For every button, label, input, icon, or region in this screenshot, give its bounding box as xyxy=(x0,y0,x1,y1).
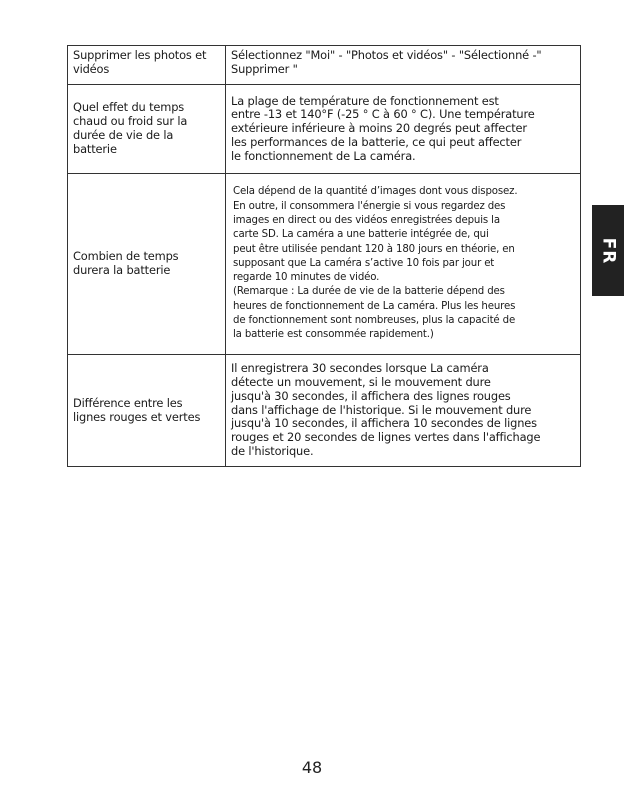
faq-question-cell xyxy=(68,46,226,85)
question-line: Différence entre les xyxy=(73,395,183,410)
language-tab-label: FR xyxy=(597,237,618,264)
answer-line: Il enregistrera 30 secondes lorsque La caméra xyxy=(231,361,489,376)
faq-answer-cell xyxy=(226,174,581,355)
answer-line: les performances de la batterie, ce qui peut affecter xyxy=(231,134,522,149)
answer-line: heures de fonctionnement de La caméra. Plus les heures xyxy=(233,300,516,312)
faq-answer-cell xyxy=(226,355,581,467)
question-line: chaud ou froid sur la xyxy=(73,114,188,129)
answer-line: de fonctionnement sont nombreuses, plus la capacité de xyxy=(233,315,516,327)
answer-line: (Remarque : La durée de vie de la batterie dépend des xyxy=(233,286,505,298)
faq-question-cell xyxy=(68,355,226,467)
faq-question-cell xyxy=(68,85,226,174)
faq-question-cell xyxy=(68,174,226,355)
faq-row-red-green-lines xyxy=(68,355,581,467)
faq-answer-cell xyxy=(226,85,581,174)
answer-line: regarde 10 minutes de vidéo. xyxy=(233,272,380,284)
answer-line: Supprimer " xyxy=(231,61,298,76)
question-line: Quel effet du temps xyxy=(73,100,185,115)
answer-line: En outre, il consommera l'énergie si vous regardez des xyxy=(233,200,506,212)
answer-line: extérieure inférieure à moins 20 degrés peut affecter xyxy=(231,121,527,136)
question-line: durée de vie de la xyxy=(73,128,174,142)
answer-line: Cela dépend de la quantité d’images dont vous disposez. xyxy=(233,186,518,198)
answer-line: de l'historique. xyxy=(231,443,314,458)
question-line: Supprimer les photos et xyxy=(73,48,207,62)
page-number: 48 xyxy=(301,758,323,777)
answer-line: images en direct ou des vidéos enregistrées depuis la xyxy=(233,214,500,226)
answer-line: La plage de température de fonctionnement est xyxy=(231,93,499,108)
answer-line: supposant que La caméra s’active 10 fois par jour et xyxy=(233,257,495,269)
answer-line: rouges et 20 secondes de lignes vertes dans l'affichage xyxy=(231,430,541,445)
question-line: batterie xyxy=(73,141,117,156)
faq-answer-cell xyxy=(226,46,581,85)
faq-row-delete-media xyxy=(68,46,581,85)
question-line: lignes rouges et vertes xyxy=(73,409,201,424)
question-line: Combien de temps xyxy=(73,249,179,264)
answer-line: Sélectionnez "Moi" - "Photos et vidéos" - "Sélectionné -" xyxy=(231,48,542,62)
answer-line: carte SD. La caméra a une batterie intégrée de, qui xyxy=(233,229,489,241)
answer-line: le fonctionnement de La caméra. xyxy=(231,148,416,163)
answer-line: peut être utilisée pendant 120 à 180 jours en théorie, en xyxy=(233,243,515,255)
answer-line: détecte un mouvement, si le mouvement dure xyxy=(231,375,491,389)
question-line: durera la batterie xyxy=(73,263,171,277)
faq-row-temperature xyxy=(68,85,581,174)
answer-line: la batterie est consommée rapidement.) xyxy=(233,329,434,341)
answer-line: dans l'affichage de l'historique. Si le mouvement dure xyxy=(231,402,532,417)
faq-row-battery-duration xyxy=(68,174,581,355)
faq-table xyxy=(67,45,581,467)
answer-line: entre -13 et 140°F (-25 ° C à 60 ° C). Une température xyxy=(231,107,535,122)
answer-line: jusqu'à 10 secondes, il affichera 10 secondes de lignes xyxy=(231,416,537,431)
question-line: vidéos xyxy=(73,61,110,76)
language-tab xyxy=(592,205,624,296)
answer-line: jusqu'à 30 secondes, il affichera des lignes rouges xyxy=(231,388,511,403)
